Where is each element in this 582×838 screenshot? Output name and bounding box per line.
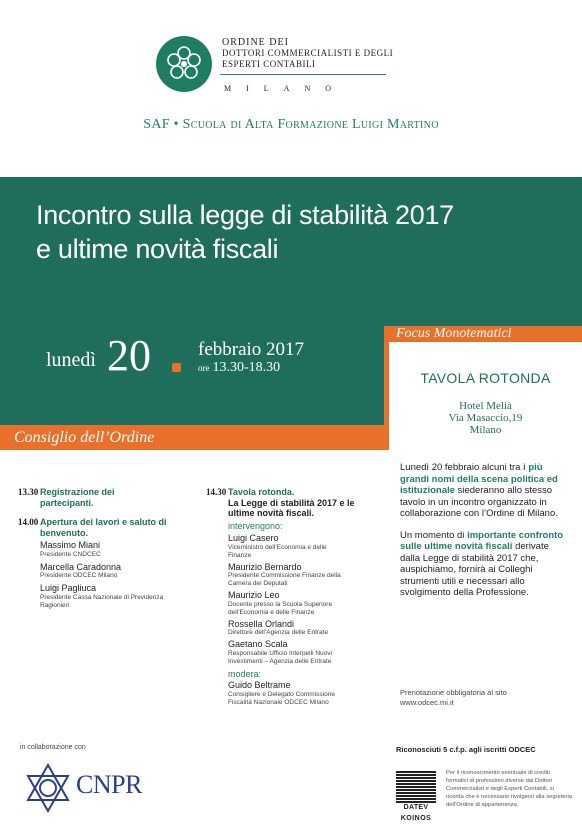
- event-title: [36, 198, 556, 266]
- date-ore-label: ore: [198, 363, 210, 373]
- speaker-role: Viceministro dell’Economia e delle: [228, 543, 327, 551]
- intervengono-label: intervengono:: [228, 520, 283, 531]
- org-rule: [220, 74, 386, 75]
- program-mid: [206, 487, 392, 707]
- speaker-role: Presidente ODCEC Milano: [40, 572, 118, 579]
- speaker-role: Investimenti – Agenzia delle Entrate: [228, 657, 332, 665]
- odcec-logo-icon: [156, 36, 212, 92]
- speaker-item: [228, 562, 355, 589]
- date-day-number: 20: [107, 331, 151, 380]
- crediti-note: Per il riconoscimento eventuale di crediti formativi di professioni diverse dai Dottori Commercialisti e degli Esperti Contabili, si ricorda che è necessario rivolgersi alla segreteria dell’Ordine di appartenenza.: [446, 770, 572, 808]
- speaker-role: Responsabile Ufficio Interpelli Nuovi: [228, 649, 332, 657]
- speaker-name: Luigi Pagliuca: [40, 583, 97, 593]
- venue-line3: Milano: [469, 424, 502, 436]
- prenotazione-text: Prenotazione obbligatoria al sito: [400, 688, 507, 697]
- org-name: [222, 37, 402, 70]
- apertura-block: [40, 517, 167, 610]
- date-hours: [198, 360, 280, 376]
- event-description: [400, 462, 570, 609]
- speaker-role: Presidente Commissione Finanze della: [228, 572, 341, 579]
- tavola-line3: ultime novità fiscali.: [228, 508, 315, 518]
- speaker-role: Ragionieri: [40, 601, 70, 609]
- datev-logo-icon: [396, 771, 436, 803]
- speaker-role: Camera dei Deputati: [228, 580, 288, 587]
- org-line3: ESPERTI CONTABILI: [222, 59, 316, 69]
- venue-line2: Via Masaccio,19: [448, 412, 523, 424]
- speaker-role: Direttore dell’Agenzia delle Entrate: [228, 629, 329, 636]
- time-13-30: 13.30: [18, 487, 39, 497]
- moderator-item: [228, 680, 355, 707]
- registrazione-line1: Registrazione dei: [40, 487, 115, 497]
- datev-label: DATEV: [403, 804, 429, 811]
- speaker-item: [40, 562, 167, 581]
- speaker-name: Marcella Caradonna: [40, 561, 122, 572]
- cnpr-star-icon: [22, 762, 74, 814]
- speaker-name: Luigi Casero: [228, 533, 279, 543]
- description-p1-b: siederanno allo stesso tavolo in un incontro organizzato in collaborazione con l’Ordine di Milano.: [400, 485, 558, 519]
- speaker-role: dell’Economia e delle Finanze: [228, 608, 315, 616]
- tavola-line2: La Legge di stabilità 2017 e le: [228, 497, 355, 508]
- org-city: MILANO: [224, 84, 346, 93]
- modera-label: modera:: [228, 668, 262, 679]
- speaker-name: Rossella Orlandi: [228, 618, 295, 629]
- description-p2-b: derivate dalla Legge di stabilità 2017 che, auspichiamo, fornirà ai Colleghi strumenti utili e necessari allo svolgimento della Professione.: [400, 541, 549, 598]
- saf-line: SAF • Scuola di Alta Formazione Luigi Martino: [143, 117, 439, 132]
- program-left: [18, 487, 196, 610]
- date-hours-value: 13.30-18.30: [212, 360, 281, 375]
- collaborazione-label: in collaborazione con: [20, 744, 86, 751]
- date-month-year: febbraio 2017: [198, 339, 305, 360]
- speaker-role: Presidente Cassa Nazionale di Previdenza: [40, 593, 164, 601]
- moderator-role: Consigliere e Delegato Commissione: [228, 690, 335, 698]
- date-day-name: lunedì: [46, 349, 96, 371]
- speaker-name: Gaetano Scala: [228, 639, 288, 649]
- cnpr-logo-text: CNPR: [76, 770, 142, 799]
- apertura-line1: Apertura dei lavori e saluto di: [40, 517, 167, 527]
- description-p1-highlight: i più grandi nomi della scena politica ed istituzionale: [400, 462, 558, 496]
- apertura-line2: benvenuto.: [40, 527, 89, 538]
- description-p1: [400, 462, 570, 520]
- tavola-block: [228, 487, 355, 707]
- venue-line1: Hotel Melià: [459, 400, 512, 412]
- moderator-name: Guido Beltrame: [228, 680, 291, 690]
- description-p2: [400, 530, 570, 599]
- tavola-line1: Tavola rotonda.: [228, 487, 295, 497]
- description-p2-a: Un momento di: [400, 529, 468, 541]
- org-line2: DOTTORI COMMERCIALISTI E DEGLI: [222, 48, 394, 58]
- crediti-riconosciuti: Riconosciuti 5 c.f.p. agli iscritti ODCEC: [396, 745, 536, 754]
- speaker-item: [228, 533, 355, 560]
- prenotazione: [400, 688, 570, 708]
- event-title-line2: e ultime novità fiscali: [36, 234, 279, 264]
- tavola-rotonda-title: TAVOLA ROTONDA: [420, 370, 551, 386]
- moderator-role: Fiscalità Nazionale ODCEC Milano: [228, 698, 329, 706]
- registrazione-line2: partecipanti.: [40, 497, 94, 508]
- speaker-item: [228, 639, 355, 666]
- focus-label: Focus Monotematici: [396, 326, 512, 341]
- speaker-item: [40, 540, 167, 559]
- venue: [389, 400, 582, 436]
- speaker-role: Presidente CNDCEC: [40, 550, 101, 558]
- koinos-label: KOINOS: [400, 815, 432, 822]
- speaker-item: [228, 619, 355, 638]
- registrazione: [40, 487, 115, 508]
- time-14-00: 14.00: [18, 517, 39, 527]
- speaker-item: [228, 590, 355, 617]
- speaker-role: Finanze: [228, 551, 252, 559]
- speaker-name: Maurizio Leo: [228, 590, 280, 600]
- date-dot: [172, 363, 181, 372]
- speaker-item: [40, 583, 167, 610]
- speaker-name: Maurizio Bernardo: [228, 561, 302, 572]
- time-14-30: 14.30: [206, 487, 227, 497]
- speaker-role: Docente presso la Scuola Superiore: [228, 600, 333, 608]
- description-p2-highlight: importante confronto sulle ultime novità fiscali: [400, 529, 564, 552]
- description-p1-a: Lunedì 20 febbraio alcuni tra: [400, 462, 524, 473]
- consiglio-label: Consiglio dell’Ordine: [14, 429, 155, 446]
- prenotazione-link[interactable]: www.odcec.mi.it: [400, 698, 454, 707]
- org-line1: ORDINE DEI: [222, 37, 289, 48]
- event-title-line1: Incontro sulla legge di stabilità 2017: [36, 200, 454, 230]
- speaker-name: Massimo Miani: [40, 540, 101, 550]
